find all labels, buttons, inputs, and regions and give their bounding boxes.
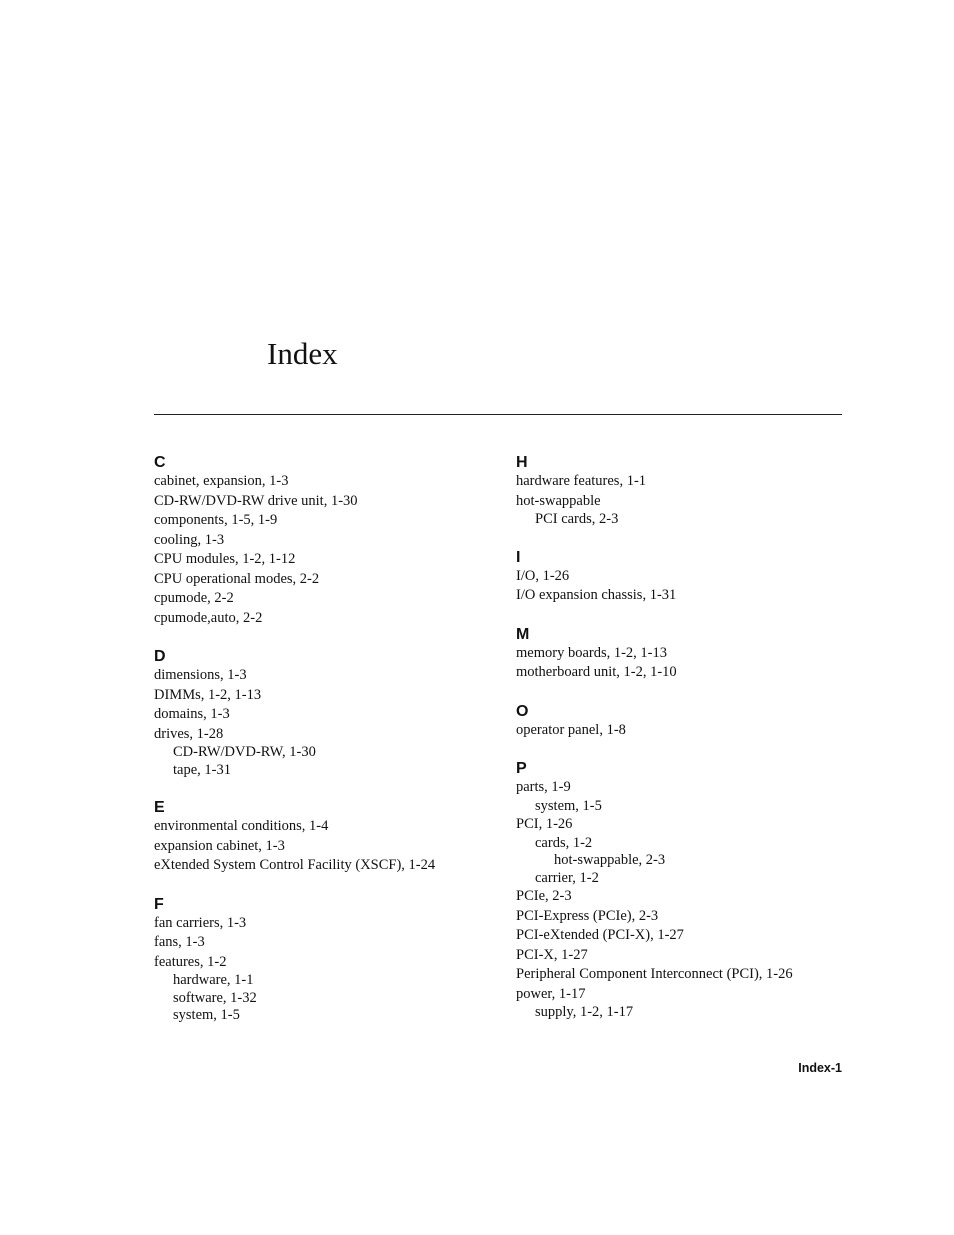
page-folio: Index-1 xyxy=(798,1061,842,1075)
index-subentry: hardware, 1-1 xyxy=(173,972,254,988)
index-entry: parts, 1-9 xyxy=(516,779,571,795)
section-letter: I xyxy=(516,548,521,566)
index-section-o xyxy=(516,699,846,741)
index-entry: CPU operational modes, 2-2 xyxy=(154,570,320,587)
title-rule xyxy=(154,414,842,415)
index-entry: dimensions, 1-3 xyxy=(154,667,247,683)
index-entry: expansion cabinet, 1-3 xyxy=(154,837,285,854)
index-entry: I/O expansion chassis, 1-31 xyxy=(516,587,677,603)
index-section-i xyxy=(516,545,846,606)
index-subentry: tape, 1-31 xyxy=(173,761,231,778)
index-entry: CD-RW/DVD-RW drive unit, 1-30 xyxy=(154,492,358,509)
section-letter: P xyxy=(516,760,527,777)
index-entry: cpumode,auto, 2-2 xyxy=(154,609,263,626)
index-entry: DIMMs, 1-2, 1-13 xyxy=(154,686,262,703)
section-letter: D xyxy=(154,648,166,665)
index-section-h xyxy=(516,450,846,529)
section-letter: F xyxy=(154,895,164,913)
index-column-right xyxy=(516,450,846,1038)
section-letter: C xyxy=(154,454,166,471)
index-section-m xyxy=(516,622,846,683)
index-entry: cabinet, expansion, 1-3 xyxy=(154,473,289,489)
index-column-left xyxy=(154,450,494,1041)
index-subentry: carrier, 1-2 xyxy=(535,869,599,886)
section-letter: M xyxy=(516,625,530,643)
index-entry: domains, 1-3 xyxy=(154,706,230,722)
index-entry: I/O, 1-26 xyxy=(516,567,570,584)
index-subentry: system, 1-5 xyxy=(535,797,602,814)
index-entry: cpumode, 2-2 xyxy=(154,590,234,606)
index-subentry: PCI cards, 2-3 xyxy=(535,511,619,527)
index-subentry: software, 1-32 xyxy=(173,989,257,1006)
index-entry: drives, 1-28 xyxy=(154,725,224,742)
section-letter: H xyxy=(516,454,528,471)
page-title: Index xyxy=(267,336,338,371)
index-subentry: cards, 1-2 xyxy=(535,834,593,851)
section-letter: O xyxy=(516,702,529,720)
index-entry: hot-swappable xyxy=(516,492,601,509)
index-entry: PCI-eXtended (PCI-X), 1-27 xyxy=(516,927,684,943)
index-entry: power, 1-17 xyxy=(516,985,586,1002)
index-entry: operator panel, 1-8 xyxy=(516,721,626,738)
index-entry: features, 1-2 xyxy=(154,953,227,970)
index-entry: hardware features, 1-1 xyxy=(516,473,647,489)
index-entry: Peripheral Component Interconnect (PCI), 1-26 xyxy=(516,966,793,982)
index-entry: environmental conditions, 1-4 xyxy=(154,818,329,834)
index-section-f xyxy=(154,892,494,1025)
index-subentry: CD-RW/DVD-RW, 1-30 xyxy=(173,744,316,760)
index-entry: motherboard unit, 1-2, 1-10 xyxy=(516,664,677,680)
index-entry: memory boards, 1-2, 1-13 xyxy=(516,644,668,661)
index-entry: PCI-Express (PCIe), 2-3 xyxy=(516,907,659,924)
index-entry: PCI-X, 1-27 xyxy=(516,946,588,963)
index-entry: CPU modules, 1-2, 1-12 xyxy=(154,551,296,567)
index-subentry: supply, 1-2, 1-17 xyxy=(535,1004,634,1020)
index-section-e xyxy=(154,795,494,876)
index-section-d xyxy=(154,644,494,779)
index-entry: fan carriers, 1-3 xyxy=(154,914,247,931)
index-entry: components, 1-5, 1-9 xyxy=(154,512,278,528)
index-entry: PCIe, 2-3 xyxy=(516,888,572,904)
index-entry: eXtended System Control Facility (XSCF), 1-24 xyxy=(154,857,436,873)
index-entry: PCI, 1-26 xyxy=(516,816,573,832)
index-entry: cooling, 1-3 xyxy=(154,531,225,548)
index-subentry: hot-swappable, 2-3 xyxy=(554,852,666,868)
index-entry: fans, 1-3 xyxy=(154,934,205,950)
index-subentry: system, 1-5 xyxy=(173,1007,240,1023)
index-section-p xyxy=(516,756,846,1022)
index-section-c xyxy=(154,450,494,628)
section-letter: E xyxy=(154,799,165,816)
